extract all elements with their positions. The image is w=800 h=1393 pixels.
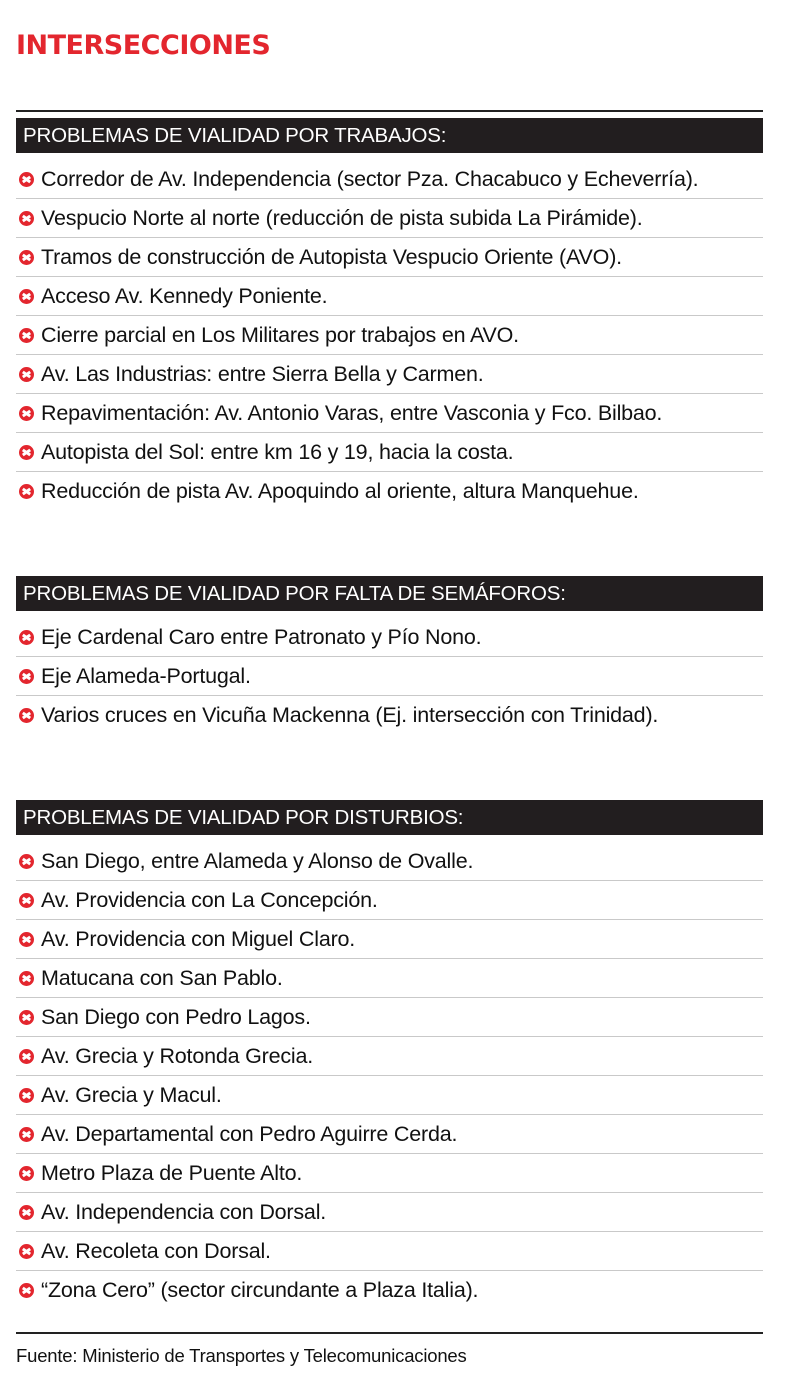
item-text: Eje Cardenal Caro entre Patronato y Pío Nono.: [41, 624, 482, 649]
item-text: Av. Departamental con Pedro Aguirre Cerda.: [41, 1121, 458, 1146]
item-text: Varios cruces en Vicuña Mackenna (Ej. intersección con Trinidad).: [41, 702, 659, 727]
item-list: [16, 618, 763, 734]
item-text: Reducción de pista Av. Apoquindo al oriente, altura Manquehue.: [41, 478, 639, 503]
item-text: San Diego, entre Alameda y Alonso de Ovalle.: [41, 848, 474, 873]
list-item: [16, 472, 763, 510]
item-text: San Diego con Pedro Lagos.: [41, 1004, 311, 1029]
list-item: [16, 998, 763, 1037]
bullet-icon: [19, 445, 34, 460]
item-text: Vespucio Norte al norte (reducción de pista subida La Pirámide).: [41, 205, 643, 230]
list-item: [16, 316, 763, 355]
bullet-icon: [19, 367, 34, 382]
bullet-icon: [19, 669, 34, 684]
item-text: Corredor de Av. Independencia (sector Pza. Chacabuco y Echeverría).: [41, 166, 699, 191]
list-item: [16, 199, 763, 238]
list-item: [16, 1115, 763, 1154]
item-text: Av. Las Industrias: entre Sierra Bella y Carmen.: [41, 361, 484, 386]
bullet-icon: [19, 1127, 34, 1142]
bullet-icon: [19, 971, 34, 986]
list-item: [16, 355, 763, 394]
bullet-icon: [19, 211, 34, 226]
item-text: Acceso Av. Kennedy Poniente.: [41, 283, 328, 308]
item-text: Av. Recoleta con Dorsal.: [41, 1238, 271, 1263]
list-item: [16, 1193, 763, 1232]
list-item: [16, 959, 763, 998]
list-item: [16, 842, 763, 881]
list-item: [16, 160, 763, 199]
bullet-icon: [19, 1049, 34, 1064]
bullet-icon: [19, 328, 34, 343]
bullet-icon: [19, 1283, 34, 1298]
bullet-icon: [19, 1010, 34, 1025]
list-item: [16, 1232, 763, 1271]
item-text: Tramos de construcción de Autopista Vespucio Oriente (AVO).: [41, 244, 622, 269]
bullet-icon: [19, 250, 34, 265]
section-header: PROBLEMAS DE VIALIDAD POR TRABAJOS:: [16, 118, 763, 153]
bullet-icon: [19, 932, 34, 947]
bullet-icon: [19, 854, 34, 869]
page-title: INTERSECCIONES: [16, 30, 271, 61]
list-item: [16, 1271, 763, 1309]
item-list: [16, 842, 763, 1309]
bullet-icon: [19, 1244, 34, 1259]
bullet-icon: [19, 708, 34, 723]
bullet-icon: [19, 172, 34, 187]
item-text: Repavimentación: Av. Antonio Varas, entre Vasconia y Fco. Bilbao.: [41, 400, 663, 425]
list-item: [16, 920, 763, 959]
item-text: Av. Independencia con Dorsal.: [41, 1199, 327, 1224]
item-text: Av. Providencia con La Concepción.: [41, 887, 378, 912]
item-text: “Zona Cero” (sector circundante a Plaza Italia).: [41, 1277, 479, 1302]
list-item: [16, 1154, 763, 1193]
bullet-icon: [19, 630, 34, 645]
item-text: Av. Providencia con Miguel Claro.: [41, 926, 356, 951]
list-item: [16, 657, 763, 696]
bullet-icon: [19, 893, 34, 908]
list-item: [16, 1037, 763, 1076]
section-disturbios: [16, 800, 763, 1309]
bottom-divider: [16, 1332, 763, 1334]
list-item: [16, 277, 763, 316]
section-trabajos: [16, 118, 763, 510]
item-text: Av. Grecia y Rotonda Grecia.: [41, 1043, 314, 1068]
list-item: [16, 394, 763, 433]
source-credit: Fuente: Ministerio de Transportes y Telecomunicaciones: [16, 1345, 467, 1366]
bullet-icon: [19, 406, 34, 421]
list-item: [16, 618, 763, 657]
bullet-icon: [19, 289, 34, 304]
item-text: Eje Alameda-Portugal.: [41, 663, 251, 688]
bullet-icon: [19, 1205, 34, 1220]
list-item: [16, 238, 763, 277]
top-divider: [16, 110, 763, 112]
list-item: [16, 433, 763, 472]
bullet-icon: [19, 1166, 34, 1181]
list-item: [16, 1076, 763, 1115]
list-item: [16, 696, 763, 734]
item-text: Metro Plaza de Puente Alto.: [41, 1160, 303, 1185]
item-list: [16, 160, 763, 510]
section-semaforos: [16, 576, 763, 734]
item-text: Matucana con San Pablo.: [41, 965, 283, 990]
bullet-icon: [19, 1088, 34, 1103]
item-text: Autopista del Sol: entre km 16 y 19, hacia la costa.: [41, 439, 514, 464]
item-text: Av. Grecia y Macul.: [41, 1082, 222, 1107]
list-item: [16, 881, 763, 920]
item-text: Cierre parcial en Los Militares por trabajos en AVO.: [41, 322, 519, 347]
bullet-icon: [19, 484, 34, 499]
section-header: PROBLEMAS DE VIALIDAD POR DISTURBIOS:: [16, 800, 763, 835]
section-header: PROBLEMAS DE VIALIDAD POR FALTA DE SEMÁFOROS:: [16, 576, 763, 611]
